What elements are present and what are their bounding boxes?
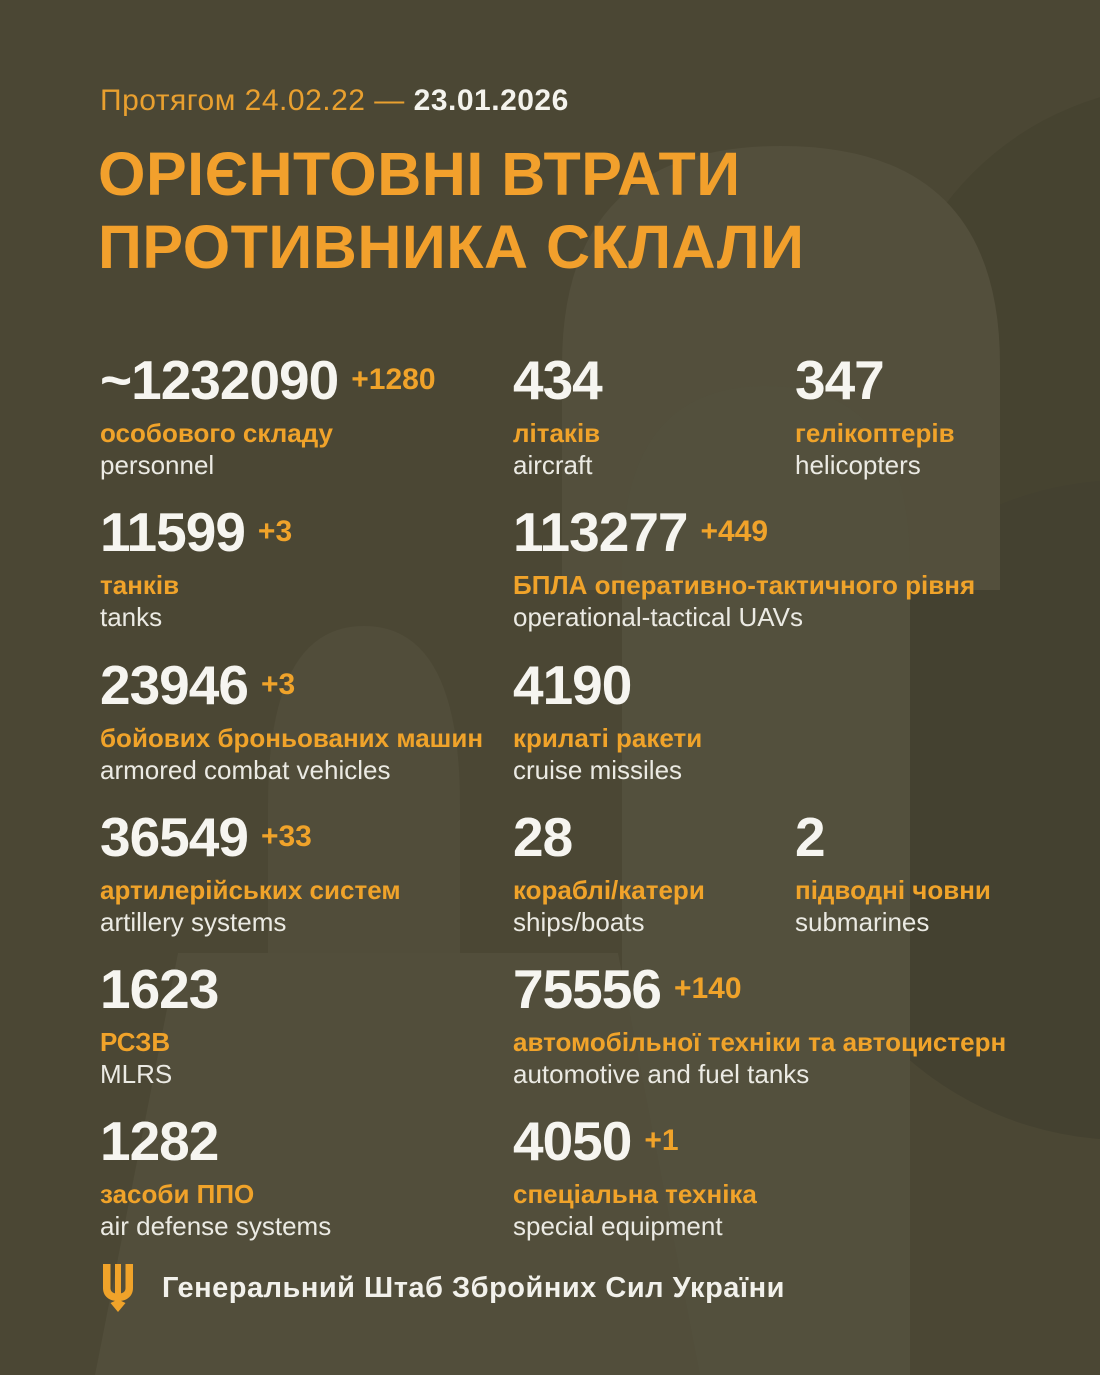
stat-delta: +449 [700, 515, 769, 548]
title-line-2: ПРОТИВНИКА СКЛАЛИ [98, 213, 805, 281]
stat-label-en: automotive and fuel tanks [513, 1059, 810, 1089]
stat-label-en: MLRS [100, 1059, 173, 1089]
stat-number-row [100, 654, 483, 716]
stat-delta: +3 [257, 515, 293, 548]
stat-label-ua: бойових броньованих машин [100, 723, 484, 753]
stat-value: 4190 [513, 654, 632, 716]
stat-label-ua: особового складу [100, 418, 333, 448]
stat-block [513, 958, 1007, 1090]
stat-number-row [100, 1110, 331, 1172]
stat-label-en: artillery systems [100, 907, 287, 937]
stat-block [100, 349, 436, 481]
stat-block [100, 501, 293, 633]
stat-label-ua: РСЗВ [100, 1027, 171, 1057]
stat-label-ua: танків [100, 570, 180, 600]
stat-value: 1623 [100, 958, 219, 1020]
stat-value: 28 [513, 806, 573, 868]
stat-number-row [513, 349, 602, 411]
stat-number-row [513, 654, 702, 716]
stat-number-row [795, 349, 955, 411]
report-date: 23.01.2026 [413, 84, 569, 117]
stat-delta: +1 [644, 1124, 679, 1157]
stat-label-ua: літаків [513, 418, 601, 448]
title-line-1: ОРІЄНТОВНІ ВТРАТИ [98, 140, 741, 208]
footer [100, 1264, 785, 1312]
stat-delta: +140 [673, 972, 742, 1005]
stat-value: 75556 [513, 958, 661, 1020]
stat-value: 1282 [100, 1110, 219, 1172]
stat-label-en: air defense systems [100, 1211, 332, 1241]
stat-value: 347 [795, 349, 884, 411]
stat-number-row [513, 806, 705, 868]
stat-block [513, 349, 602, 481]
stat-value: 36549 [100, 806, 248, 868]
stat-label-en: operational-tactical UAVs [513, 602, 803, 632]
stat-value: 113277 [513, 501, 688, 563]
stat-value: 11599 [100, 501, 245, 563]
stat-label-en: helicopters [795, 450, 921, 480]
stat-number-row [100, 806, 401, 868]
stat-block [795, 806, 991, 938]
stat-label-ua: гелікоптерів [795, 418, 955, 448]
stat-block [100, 654, 484, 786]
stat-block [100, 806, 401, 938]
stat-number-row [100, 501, 293, 563]
stat-block [100, 1110, 332, 1242]
period-line [100, 84, 569, 118]
stat-value: 2 [795, 806, 825, 868]
stat-value: 23946 [100, 654, 248, 716]
stat-label-en: tanks [100, 602, 163, 632]
stat-number-row [795, 806, 991, 868]
period-prefix: Протягом 24.02.22 — [100, 84, 405, 117]
stat-label-ua: БПЛА оперативно-тактичного рівня [513, 570, 976, 600]
stat-block [100, 958, 219, 1090]
stat-label-ua: спеціальна техніка [513, 1179, 757, 1209]
stat-label-ua: автомобільної техніки та автоцистерн [513, 1027, 1007, 1057]
stat-block [513, 501, 976, 633]
stat-delta: +3 [260, 668, 296, 701]
stat-label-en: special equipment [513, 1211, 723, 1241]
stat-block [513, 654, 703, 786]
stat-number-row [513, 1110, 757, 1172]
source-label: Генеральний Штаб Збройних Сил України [162, 1271, 785, 1304]
stat-label-en: cruise missiles [513, 755, 683, 785]
stat-block [795, 349, 955, 481]
stat-value: 434 [513, 349, 602, 411]
stat-delta: +33 [260, 820, 312, 853]
stat-label-en: personnel [100, 450, 215, 480]
stat-block [513, 806, 705, 938]
stat-number-row [100, 349, 436, 411]
stat-label-ua: підводні човни [795, 875, 991, 905]
stat-label-en: armored combat vehicles [100, 755, 391, 785]
stat-number-row [513, 958, 1006, 1020]
stat-number-row [513, 501, 975, 563]
stat-value: ~1232090 [100, 349, 339, 411]
stat-label-ua: крилаті ракети [513, 723, 703, 753]
page-title [98, 138, 805, 284]
stat-block [513, 1110, 757, 1242]
stat-label-ua: кораблі/катери [513, 875, 705, 905]
stat-label-ua: засоби ППО [100, 1179, 255, 1209]
stat-value: 4050 [513, 1110, 632, 1172]
trident-icon [100, 1264, 136, 1312]
stat-delta: +1280 [351, 363, 436, 396]
stat-number-row [100, 958, 219, 1020]
stat-label-en: ships/boats [513, 907, 645, 937]
stat-label-en: submarines [795, 907, 930, 937]
stat-label-ua: артилерійських систем [100, 875, 401, 905]
stat-label-en: aircraft [513, 450, 593, 480]
